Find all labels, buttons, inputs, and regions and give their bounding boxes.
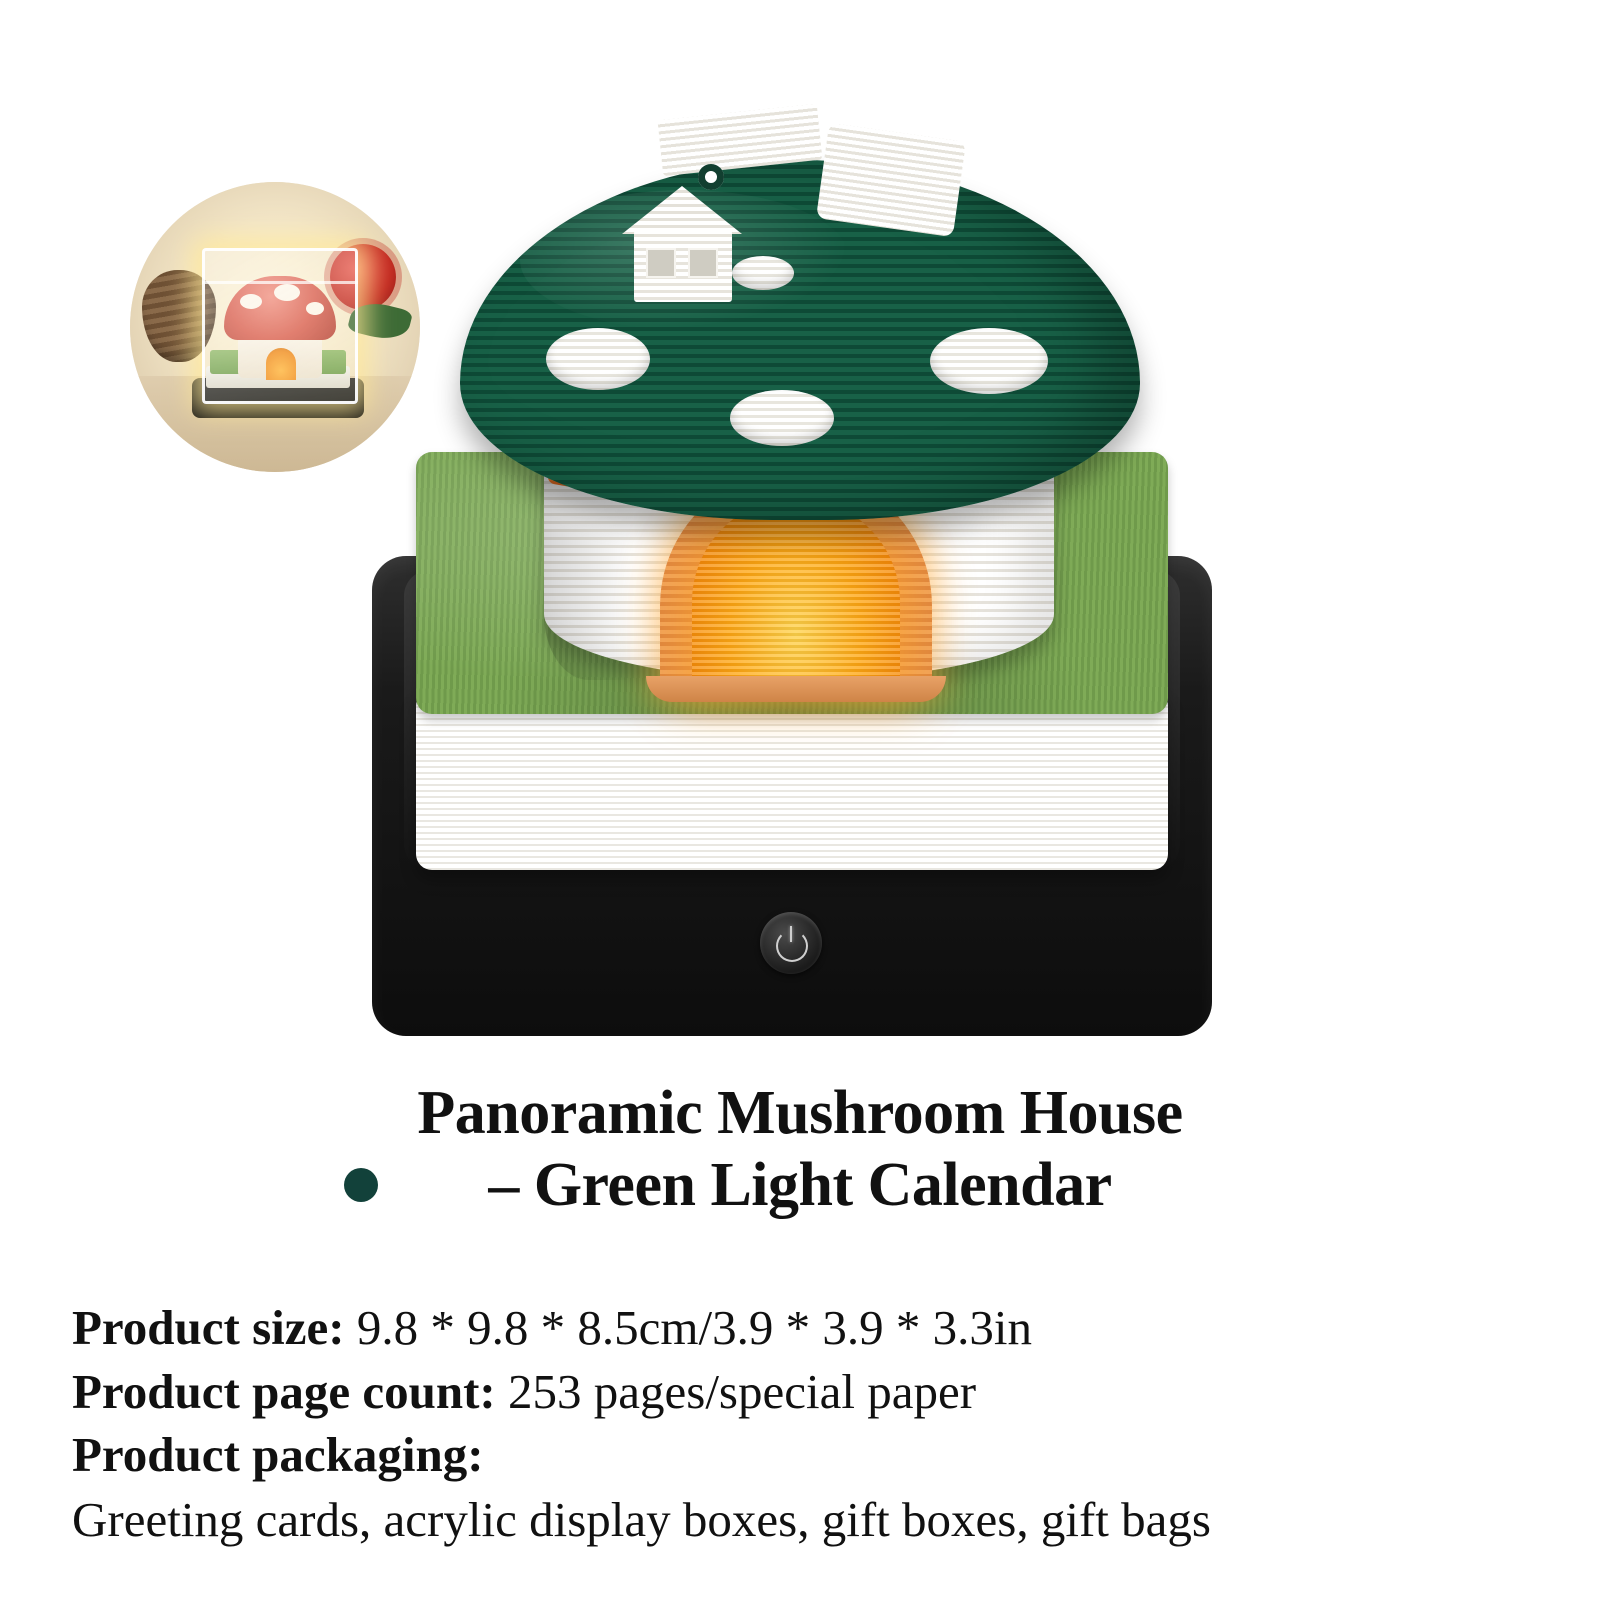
- door-glow-light: [692, 498, 900, 692]
- product-title: [0, 1060, 1600, 1222]
- miniature-house-on-cap: [616, 186, 748, 306]
- mini-house-roof: [622, 186, 742, 234]
- product-specs-list: [0, 1296, 1600, 1487]
- door-sill: [646, 676, 946, 702]
- spec-label-packaging: Product packaging:: [72, 1427, 484, 1483]
- mushroom-cap-green: [460, 160, 1140, 520]
- paper-page-stack: [416, 690, 1168, 870]
- product-title-line-2: – Green Light Calendar: [488, 1150, 1112, 1219]
- cap-porthole-icon: [698, 164, 724, 190]
- power-button-icon[interactable]: [760, 912, 822, 974]
- product-text-block: [0, 1060, 1600, 1550]
- cap-ribbon-paper: [816, 123, 966, 237]
- spec-label-size: Product size:: [72, 1299, 345, 1355]
- mini-house-window: [646, 248, 676, 278]
- packaging-detail-text: Greeting cards, acrylic display boxes, gift boxes, gift bags: [72, 1491, 1211, 1547]
- cap-dot: [930, 328, 1048, 394]
- cap-dot: [730, 390, 834, 446]
- spec-row-packaging: [72, 1423, 1528, 1487]
- cap-dot: [546, 328, 650, 390]
- title-bullet-dot: [344, 1168, 378, 1202]
- product-title-line-1: Panoramic Mushroom House: [417, 1079, 1183, 1147]
- mini-house-window: [688, 248, 718, 278]
- spec-row-page-count: [72, 1360, 1528, 1424]
- spec-label-page-count: Product page count:: [72, 1363, 496, 1419]
- acrylic-display-box: [202, 248, 358, 404]
- spec-row-size: [72, 1296, 1528, 1360]
- spec-value-page-count: 253 pages/special paper: [508, 1363, 977, 1419]
- mushroom-house-calendar: [360, 100, 1220, 1040]
- spec-value-size: 9.8 * 9.8 * 8.5cm/3.9 * 3.9 * 3.3in: [356, 1299, 1032, 1355]
